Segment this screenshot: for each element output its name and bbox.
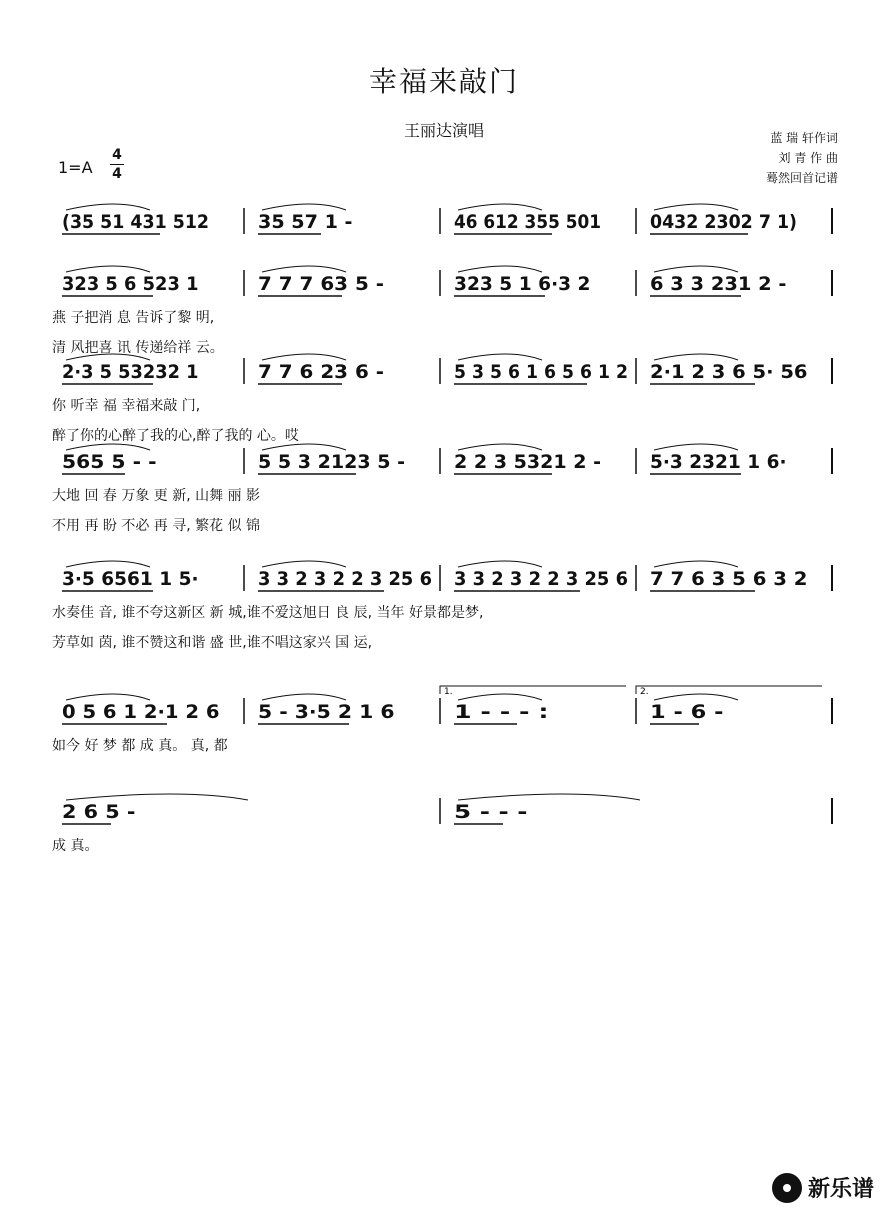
slur-arc (458, 266, 542, 272)
measure-notes: 5 3 5 6 1 6 5 6 1 2 (454, 361, 628, 383)
measure-notes: 5 - - - (454, 801, 528, 823)
volta-first (440, 686, 626, 697)
measure-notes: (35 51 431 512 (62, 211, 209, 233)
lyric-line: 不用 再 盼 不必 再 寻, 繁花 似 锦 (52, 518, 261, 534)
time-top: 4 (112, 147, 122, 163)
measure-notes: 1 - - - : (454, 701, 549, 723)
slur-arc (66, 444, 150, 450)
measure-notes: 7 7 7 63 5 - (258, 273, 384, 295)
lyric-line: 醉了你的心醉了我的心,醉了我的 心。哎 (52, 428, 299, 444)
slur-arc (262, 694, 346, 700)
brand-logo (772, 1172, 874, 1203)
slur-arc (262, 444, 346, 450)
notation-row (52, 354, 832, 444)
slur-arc (66, 794, 248, 800)
slur-arc (262, 354, 346, 360)
notation-row (52, 794, 832, 854)
measure-notes: 5 5 3 2123 5 - (258, 451, 405, 473)
lyric-line: 水奏佳 音, 谁不夸这新区 新 城,谁不爱这旭日 良 辰, 当年 好景都是梦, (52, 605, 484, 621)
lyric-line: 燕 子把消 息 告诉了黎 明, (52, 310, 215, 326)
singer-credit: 王丽达演唱 (403, 121, 484, 140)
measure-notes: 46 612 355 501 (454, 211, 601, 233)
measure-notes: 1 - 6 - (650, 701, 724, 723)
notation-row (52, 561, 832, 651)
measure-notes: 323 5 6 523 1 (62, 273, 199, 295)
composer-credit: 刘 青 作 曲 (778, 151, 838, 165)
notation-row (52, 266, 832, 356)
key-signature: 1=A (58, 158, 93, 177)
song-title: 幸福来敲门 (368, 65, 519, 98)
slur-arc (66, 204, 150, 210)
slur-arc (458, 794, 640, 800)
slur-arc (66, 561, 150, 567)
lyric-line: 芳草如 茵, 谁不赞这和谐 盛 世,谁不唱这家兴 国 运, (52, 635, 373, 651)
measure-notes: 0432 2302 7 1) (650, 211, 797, 233)
volta-second-label: 2. (640, 687, 649, 697)
measure-notes: 2·3 5 53232 1 (62, 361, 199, 383)
lyricist-credit: 蓝 瑞 轩作词 (770, 131, 838, 145)
disc-icon (772, 1173, 802, 1203)
volta-second (636, 686, 822, 697)
measure-notes: 5·3 2321 1 6· (650, 451, 787, 473)
transcriber-credit: 蓦然回首记谱 (765, 171, 838, 185)
slur-arc (458, 561, 542, 567)
slur-arc (458, 444, 542, 450)
slur-arc (458, 694, 542, 700)
lyric-line: 清 风把喜 讯 传递给祥 云。 (52, 340, 224, 356)
time-bottom: 4 (112, 166, 122, 182)
lyric-line: 你 听幸 福 幸福来敲 门, (52, 398, 201, 414)
measure-notes: 3 3 2 3 2 2 3 25 6 (258, 568, 432, 590)
slur-arc (654, 694, 738, 700)
slur-arc (654, 266, 738, 272)
measure-notes: 7 7 6 23 6 - (258, 361, 384, 383)
notation-row (62, 204, 832, 234)
measure-notes: 2 2 3 5321 2 - (454, 451, 601, 473)
score-rows (52, 204, 832, 854)
lyric-line: 如今 好 梦 都 成 真。 真, 都 (52, 738, 228, 754)
measure-notes: 2 6 5 - (62, 801, 136, 823)
slur-arc (262, 561, 346, 567)
measure-notes: 0 5 6 1 2·1 2 6 (62, 701, 220, 723)
measure-notes: 6 3 3 231 2 - (650, 273, 787, 295)
measure-notes: 2·1 2 3 6 5· 56 (650, 361, 808, 383)
slur-arc (66, 266, 150, 272)
slur-arc (458, 204, 542, 210)
lyric-line: 成 真。 (52, 838, 99, 854)
slur-arc (458, 354, 542, 360)
brand-name: 新乐谱 (807, 1177, 874, 1202)
notation-row (52, 694, 832, 754)
slur-arc (262, 266, 346, 272)
slur-arc (654, 354, 738, 360)
slur-arc (654, 561, 738, 567)
volta-first-label: 1. (444, 687, 453, 697)
measure-notes: 35 57 1 - (258, 211, 353, 233)
measure-notes: 5 - 3·5 2 1 6 (258, 701, 395, 723)
measure-notes: 323 5 1 6·3 2 (454, 273, 591, 295)
notation-row (52, 444, 832, 534)
measure-notes: 3·5 6561 1 5· (62, 568, 199, 590)
slur-arc (654, 444, 738, 450)
slur-arc (66, 694, 150, 700)
slur-arc (654, 204, 738, 210)
measure-notes: 3 3 2 3 2 2 3 25 6 (454, 568, 628, 590)
measure-notes: 565 5 - - (62, 451, 157, 473)
lyric-line: 大地 回 春 万象 更 新, 山舞 丽 影 (52, 488, 261, 504)
measure-notes: 7 7 6 3 5 6 3 2 (650, 568, 808, 590)
slur-arc (262, 204, 346, 210)
